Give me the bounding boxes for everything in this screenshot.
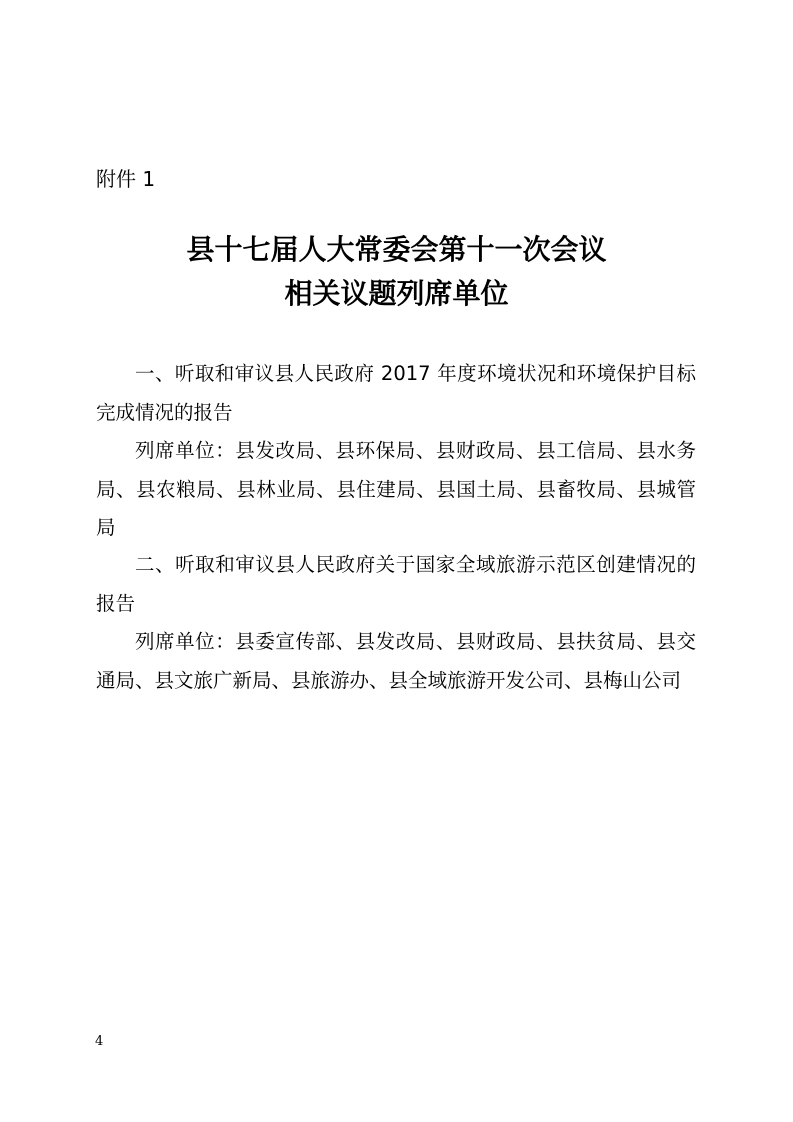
section-2 [96,546,696,700]
document-title-line-1: 县十七届人大常委会第十一次会议 [186,233,607,266]
section-2-heading: 二、听取和审议县人民政府关于国家全域旅游示范区创建情况的报告 [96,553,696,615]
document-title-line-2: 相关议题列席单位 [284,277,509,310]
section-1 [96,355,696,548]
section-1-attending-units: 列席单位：县发改局、县环保局、县财政局、县工信局、县水务局、县农粮局、县林业局、县住建局、县国土局、县畜牧局、县城管局 [96,439,696,539]
section-2-attending-units: 列席单位：县委宣传部、县发改局、县财政局、县扶贫局、县交通局、县文旅广新局、县旅游办、县全域旅游开发公司、县梅山公司 [96,630,696,692]
section-1-heading: 一、听取和审议县人民政府 2017 年度环境状况和环境保护目标完成情况的报告 [96,362,696,424]
page-number: 4 [95,1034,104,1049]
attachment-label: 附件 1 [96,167,156,191]
